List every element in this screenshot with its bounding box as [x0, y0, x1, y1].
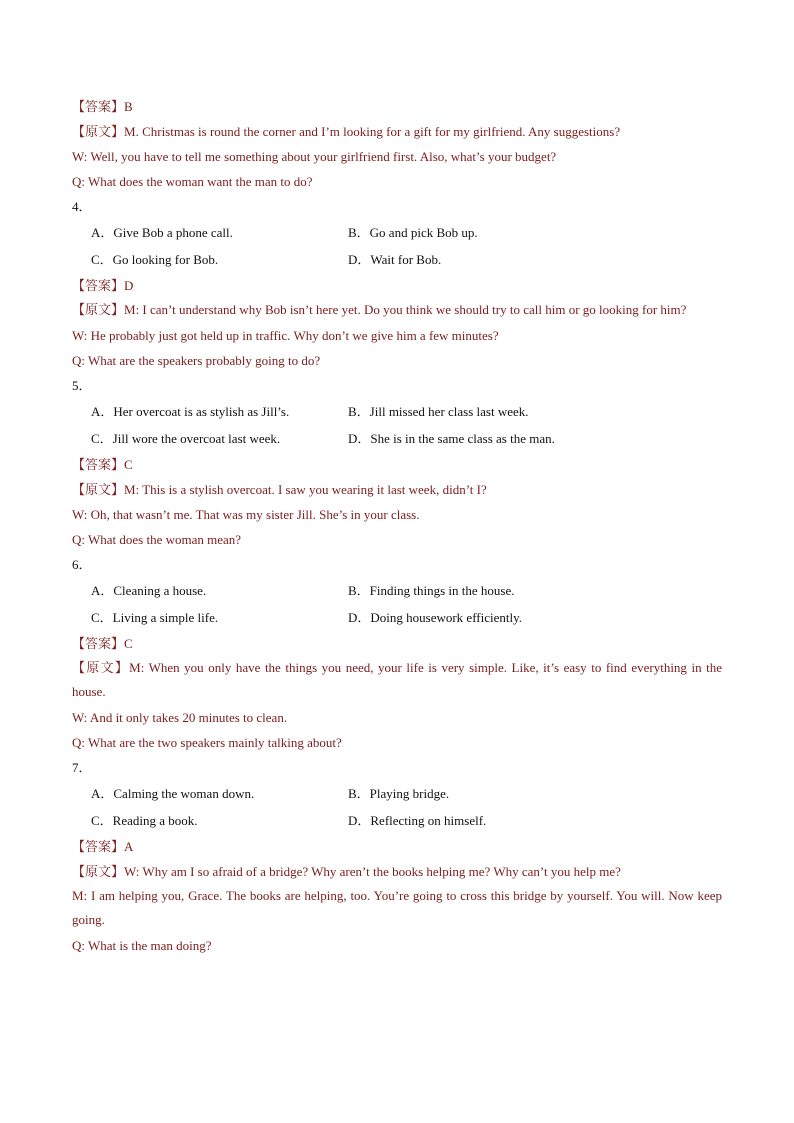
answer-value: A: [124, 838, 134, 854]
original-label: 【原文】: [72, 659, 130, 675]
transcript-question: Q: What is the man doing?: [72, 937, 212, 953]
transcript-line: [72, 859, 722, 884]
option-d: D．She is in the same class as the man.: [348, 430, 555, 446]
transcript-line: [72, 119, 722, 144]
option-d: D．Reflecting on himself.: [348, 812, 487, 828]
option-d: D．Wait for Bob.: [348, 252, 442, 267]
transcript-question: Q: What does the woman want the man to do?: [72, 174, 313, 189]
transcript-first: M: When you only have the things you need, your life is very simple. Like, it’s easy to find everything in the house.: [72, 659, 722, 699]
answer-line: [72, 834, 722, 859]
transcript-line: [72, 298, 722, 323]
question-number: 5．: [72, 377, 92, 393]
original-label: 【原文】: [72, 124, 125, 139]
transcript-line: W: Well, you have to tell me something about your girlfriend first. Also, what’s your budget?: [72, 149, 557, 164]
question-number: 7．: [72, 759, 92, 775]
option-a: A．Her overcoat is as stylish as Jill’s.: [91, 403, 290, 419]
option-c: C．Jill wore the overcoat last week.: [91, 430, 281, 446]
transcript-first: W: Why am I so afraid of a bridge? Why aren’t the books helping me? Why can’t you help me?: [124, 863, 621, 879]
original-label: 【原文】: [72, 302, 125, 317]
question-item: [72, 373, 722, 552]
answer-line: [72, 94, 722, 119]
option-grid: [72, 219, 722, 273]
answer-label: 【答案】: [72, 278, 125, 293]
answer-value: D: [124, 278, 134, 293]
answer-value: B: [124, 99, 133, 114]
answer-value: C: [124, 456, 133, 472]
transcript-first: M: This is a stylish overcoat. I saw you wearing it last week, didn’t I?: [124, 481, 487, 497]
original-label: 【原文】: [72, 481, 125, 497]
option-b: B．Jill missed her class last week.: [348, 403, 529, 419]
transcript-line: W: Oh, that wasn’t me. That was my sister Jill. She’s in your class.: [72, 506, 420, 522]
option-grid: [72, 398, 722, 452]
answer-value: C: [124, 635, 133, 651]
question-item: [72, 755, 722, 958]
transcript-question: Q: What are the two speakers mainly talking about?: [72, 734, 342, 750]
transcript-line: W: And it only takes 20 minutes to clean.: [72, 709, 288, 725]
transcript-line: [72, 656, 722, 705]
option-b: B．Go and pick Bob up.: [348, 225, 478, 240]
transcript-first: M. Christmas is round the corner and I’m looking for a gift for my girlfriend. Any suggestions?: [124, 124, 621, 139]
answer-line: [72, 452, 722, 477]
question-number: 4．: [72, 199, 92, 214]
option-grid: [72, 780, 722, 834]
answer-line: [72, 273, 722, 298]
transcript-first: M: I can’t understand why Bob isn’t here yet. Do you think we should try to call him or go looking for him?: [124, 302, 687, 317]
answer-label: 【答案】: [72, 456, 125, 472]
option-c: C．Living a simple life.: [91, 609, 219, 625]
original-label: 【原文】: [72, 863, 125, 879]
question-item: [72, 94, 722, 194]
answer-label: 【答案】: [72, 99, 125, 114]
question-item: [72, 552, 722, 755]
question-number: 6．: [72, 556, 92, 572]
transcript-line: [72, 477, 722, 502]
option-c: C．Reading a book.: [91, 812, 198, 828]
option-grid: [72, 577, 722, 631]
option-a: A．Cleaning a house.: [91, 582, 207, 598]
transcript-question: Q: What does the woman mean?: [72, 531, 242, 547]
option-a: A．Calming the woman down.: [91, 785, 255, 801]
option-d: D．Doing housework efficiently.: [348, 609, 523, 625]
listening-content: [72, 94, 722, 958]
transcript-question: Q: What are the speakers probably going to do?: [72, 352, 321, 368]
question-item: [72, 194, 722, 373]
answer-label: 【答案】: [72, 635, 125, 651]
answer-line: [72, 631, 722, 656]
transcript-line: M: I am helping you, Grace. The books are helping, too. You’re going to cross this bridge by yourself. You will. Now keep going.: [72, 887, 722, 927]
option-b: B．Finding things in the house.: [348, 582, 515, 598]
option-a: A．Give Bob a phone call.: [91, 225, 233, 240]
option-b: B．Playing bridge.: [348, 785, 450, 801]
option-c: C．Go looking for Bob.: [91, 252, 219, 267]
answer-label: 【答案】: [72, 838, 125, 854]
transcript-line: W: He probably just got held up in traffic. Why don’t we give him a few minutes?: [72, 327, 499, 343]
